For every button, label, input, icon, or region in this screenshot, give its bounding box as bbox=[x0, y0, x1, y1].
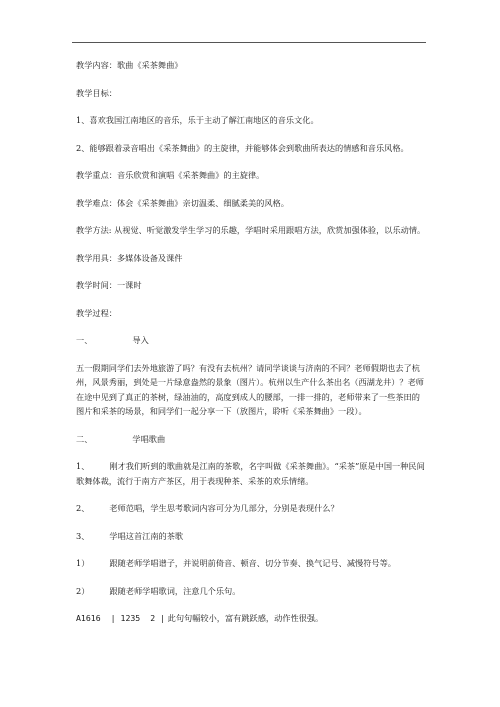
section-2-number: 二、 bbox=[76, 433, 93, 444]
section-2-subitem-2 bbox=[76, 584, 426, 599]
lesson-goal-2: 2、能够跟着录音唱出《采茶舞曲》的主旋律，并能够体会到歌曲所表达的情感和音乐风格。 bbox=[76, 142, 409, 153]
section-2-subitem-1 bbox=[76, 556, 426, 571]
section-1-title: 导入 bbox=[132, 335, 149, 345]
lesson-content: 教学内容：歌曲《采茶舞曲》 bbox=[76, 60, 183, 70]
lesson-time: 教学时间：一课时 bbox=[76, 280, 142, 290]
item-1-number: 1、 bbox=[76, 461, 90, 471]
section-2-item-3 bbox=[76, 529, 426, 544]
lesson-plan-body bbox=[76, 58, 426, 639]
lesson-process-heading: 教学过程： bbox=[76, 307, 117, 318]
lesson-difficulty: 教学难点：体会《采茶舞曲》亲切温柔、细腻柔美的风格。 bbox=[76, 197, 289, 208]
notation-part-c: 2 | bbox=[150, 613, 166, 623]
notation-part-a: A1616 bbox=[76, 613, 101, 623]
section-2-item-1 bbox=[76, 459, 426, 488]
section-2-heading bbox=[76, 432, 426, 447]
lesson-tools: 教学用具：多媒体设备及课件 bbox=[76, 252, 183, 263]
subitem-2-text: 跟随老师学唱歌词，注意几个乐句。 bbox=[109, 585, 241, 596]
item-1-text: 刚才我们听到的歌曲就是江南的茶歌，名字叫做《采茶舞曲》。“采茶”原是中国一种民间歌舞体裁，流行于南方产茶区，用于表现种茶、采茶的欢乐情绪。 bbox=[76, 461, 425, 486]
lesson-goal-1: 1、喜欢我国江南地区的音乐，乐于主动了解江南地区的音乐文化。 bbox=[76, 115, 319, 125]
item-3-text: 学唱这首江南的茶歌 bbox=[109, 530, 184, 541]
header-rule bbox=[72, 42, 426, 43]
lesson-method: 教学方法: 从视觉、听觉激发学生学习的乐趣，学唱时采用跟唱方法，欣赏加强体验，以乐动情。 bbox=[76, 225, 426, 235]
lesson-goals-heading: 教学目标： bbox=[76, 87, 117, 98]
notation-part-b: | 1235 bbox=[110, 613, 141, 623]
section-1-body: 五一假期同学们去外地旅游了吗？有没有去杭州？请同学谈谈与济南的不同？老师假期也去了杭州，风景秀丽，到处是一片绿意盎然的景象（图片）。杭州以生产什么茶出名（西湖龙井）？老师在途中见到了真正的茶树，绿油油的，高度到成人的腰部，一排一排的，老师带来了一些茶田的图片和采茶的场景，和同学们一起分享一下（放图片，聆听《采茶舞曲》一段）。 bbox=[76, 362, 424, 416]
section-2-item-2 bbox=[76, 501, 426, 516]
subitem-1-number: 1） bbox=[76, 558, 90, 568]
item-3-number: 3、 bbox=[76, 530, 90, 541]
music-notation-line bbox=[76, 611, 426, 626]
notation-comment: 此句句幅较小，富有跳跃感，动作性很强。 bbox=[167, 613, 324, 623]
lesson-key-point: 教学重点：音乐欣赏和演唱《采茶舞曲》的主旋律。 bbox=[76, 170, 265, 180]
subitem-2-number: 2） bbox=[76, 585, 90, 596]
section-1-number: 一、 bbox=[76, 335, 93, 345]
subitem-1-text: 跟随老师学唱谱子，并说明前倚音、顿音、切分节奏、换气记号、减慢符号等。 bbox=[109, 558, 396, 568]
section-2-title: 学唱歌曲 bbox=[132, 433, 166, 444]
section-1-heading bbox=[76, 333, 426, 348]
item-2-text: 老师范唱，学生思考歌词内容可分为几部分，分别是表现什么？ bbox=[109, 503, 339, 513]
item-2-number: 2、 bbox=[76, 503, 90, 513]
